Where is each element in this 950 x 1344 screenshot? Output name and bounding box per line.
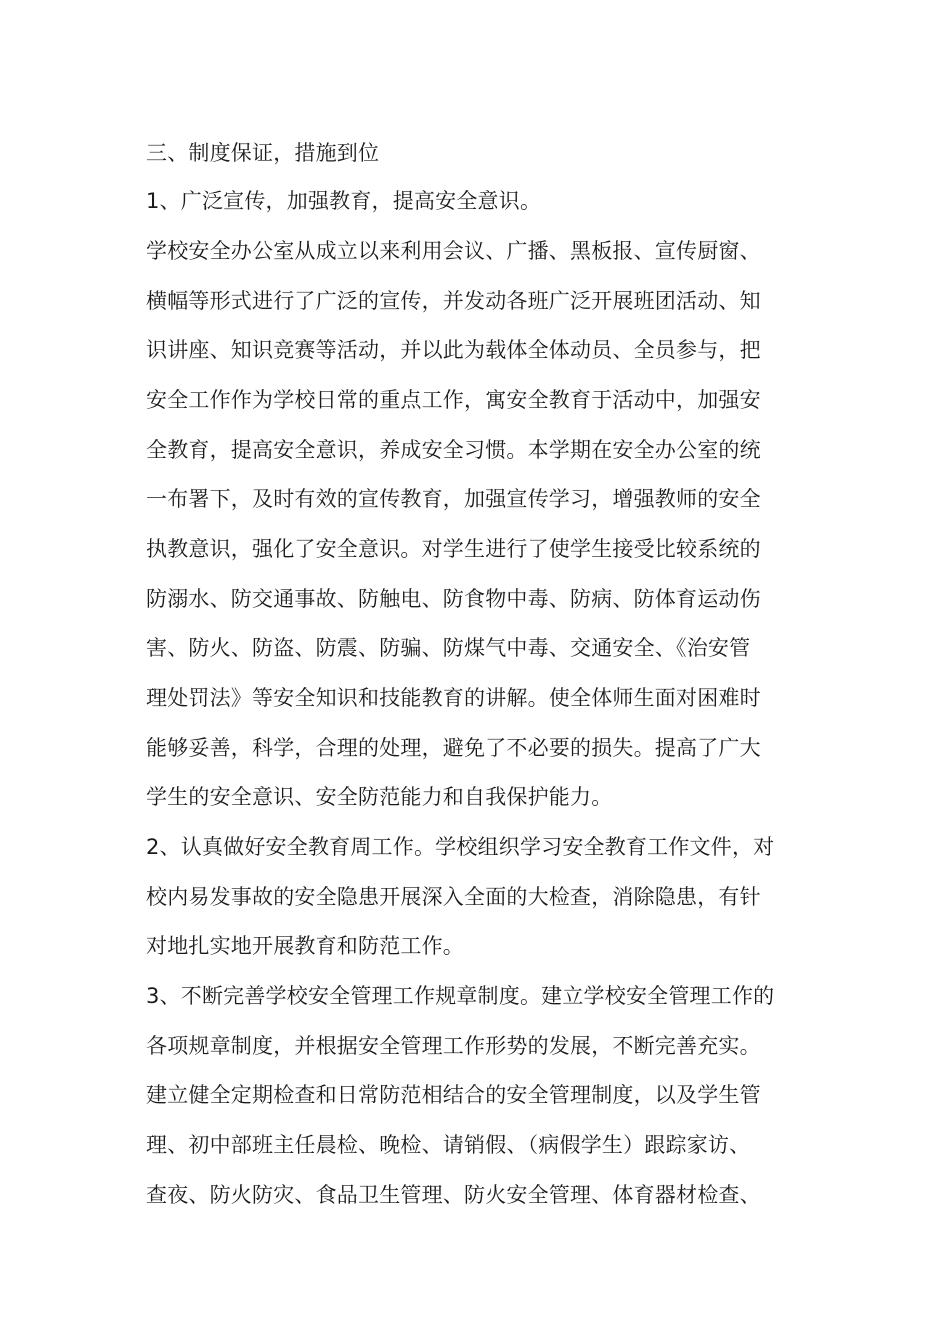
- paragraph-line: 2、认真做好安全教育周工作。学校组织学习安全教育工作文件，对: [146, 835, 775, 859]
- paragraph-line: 一布署下，及时有效的宣传教育，加强宣传学习，增强教师的安全: [146, 487, 761, 511]
- paragraph-line: 全教育，提高安全意识，养成安全习惯。本学期在安全办公室的统: [146, 438, 761, 462]
- paragraph-line: 能够妥善，科学，合理的处理，避免了不必要的损失。提高了广大: [146, 736, 761, 760]
- paragraph-line: 理、初中部班主任晨检、晚检、请销假、（病假学生）跟踪家访、: [146, 1133, 751, 1157]
- paragraph-line: 建立健全定期检查和日常防范相结合的安全管理制度，以及学生管: [146, 1083, 761, 1107]
- paragraph-line: 对地扎实地开展教育和防范工作。: [146, 934, 464, 958]
- paragraph-line: 学生的安全意识、安全防范能力和自我保护能力。: [146, 785, 613, 809]
- paragraph-line: 各项规章制度，并根据安全管理工作形势的发展，不断完善充实。: [146, 1034, 761, 1058]
- paragraph-line: 执教意识，强化了安全意识。对学生进行了使学生接受比较系统的: [146, 537, 761, 561]
- paragraph-line: 3、不断完善学校安全管理工作规章制度。建立学校安全管理工作的: [146, 984, 775, 1008]
- paragraph-line: 害、防火、防盗、防震、防骗、防煤气中毒、交通安全、《治安管: [146, 636, 751, 660]
- paragraph-line: 查夜、防火防灾、食品卫生管理、防火安全管理、体育器材检查、: [146, 1183, 761, 1207]
- paragraph-line: 横幅等形式进行了广泛的宣传，并发动各班广泛开展班团活动、知: [146, 289, 761, 313]
- paragraph-line: 识讲座、知识竞赛等活动，并以此为载体全体动员、全员参与，把: [146, 338, 761, 362]
- section-heading: 三、制度保证，措施到位: [146, 141, 380, 165]
- paragraph-line: 理处罚法》等安全知识和技能教育的讲解。使全体师生面对困难时: [146, 686, 761, 710]
- paragraph-line: 学校安全办公室从成立以来利用会议、广播、黑板报、宣传厨窗、: [146, 239, 761, 263]
- paragraph-line: 安全工作作为学校日常的重点工作，寓安全教育于活动中，加强安: [146, 388, 761, 412]
- paragraph-line: 校内易发事故的安全隐患开展深入全面的大检查，消除隐患，有针: [146, 885, 761, 909]
- subheading-1: 1、广泛宣传，加强教育，提高安全意识。: [146, 189, 542, 213]
- paragraph-line: 防溺水、防交通事故、防触电、防食物中毒、防病、防体育运动伤: [146, 587, 761, 611]
